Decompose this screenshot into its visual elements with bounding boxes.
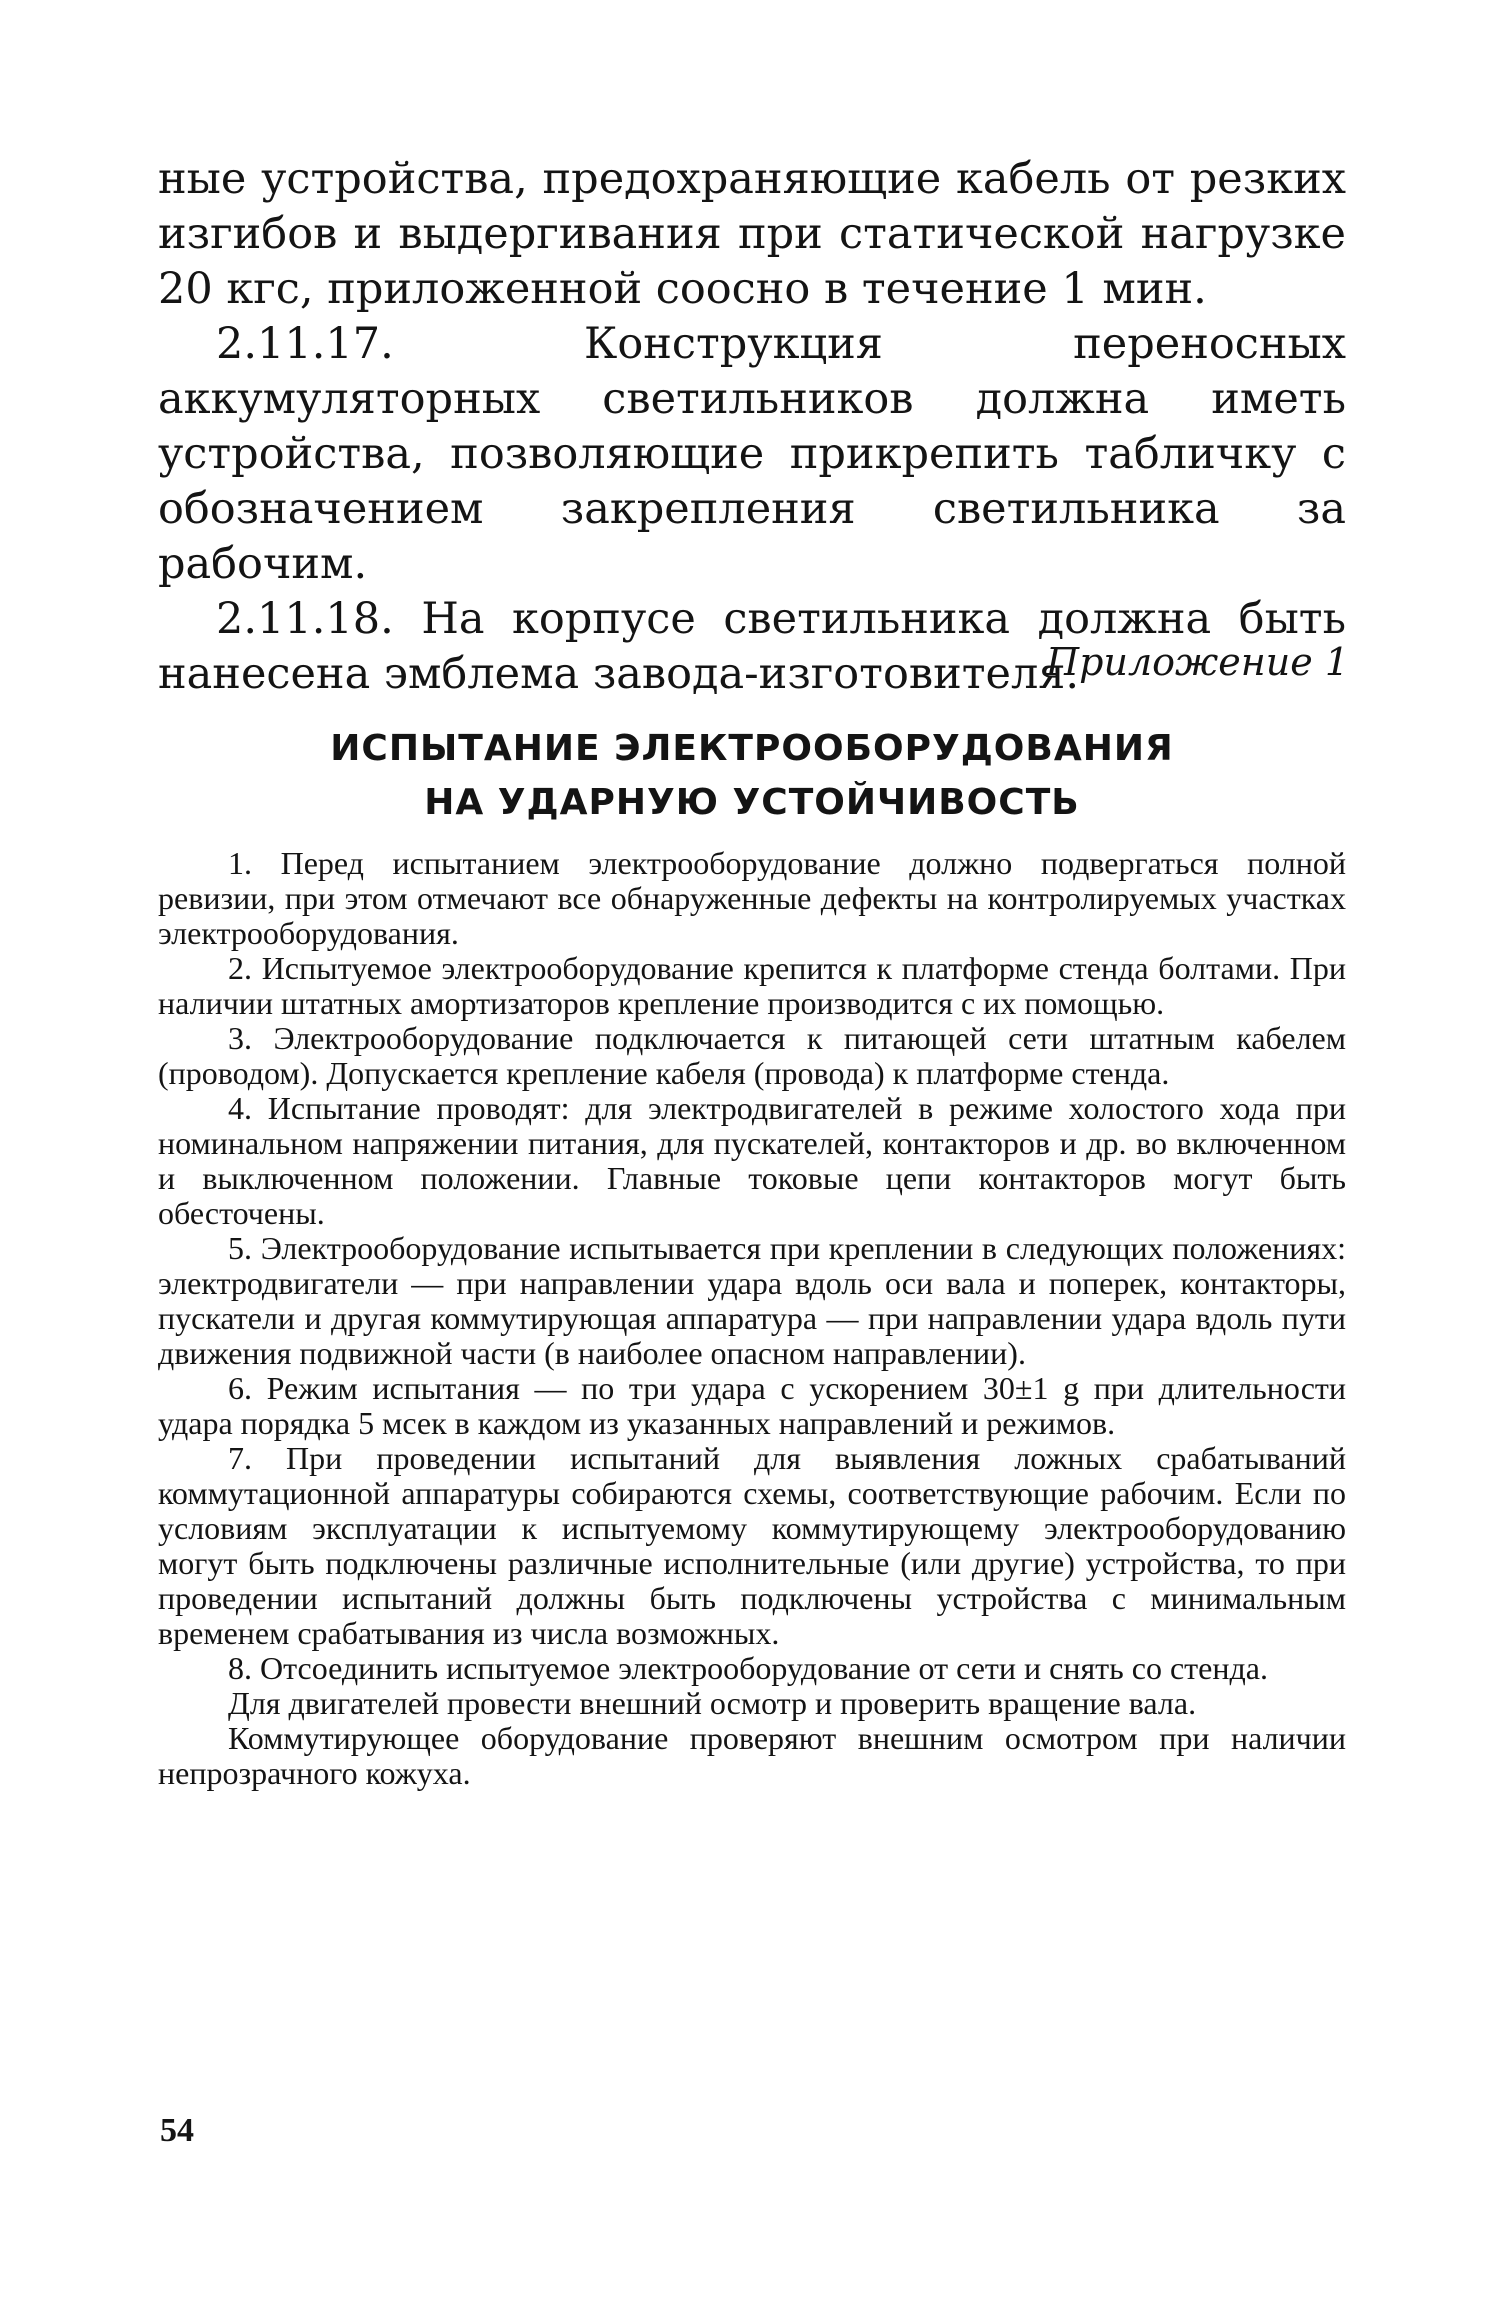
appendix-body: [158, 846, 1346, 1791]
body-paragraph: 4. Испытание проводят: для электродвигателей в режиме холостого хода при номинальном напряжении питания, для пускателей, контакторов и др. во включенном и выключенном положении. Главные токовые цепи контакторов могут быть обесточены.: [158, 1090, 1346, 1231]
section-title: [158, 722, 1346, 830]
paragraph-2-11-18: 2.11.18. На корпусе светильника должна быть нанесена эмблема завода-изготовителя.: [158, 594, 1346, 699]
title-line-1: ИСПЫТАНИЕ ЭЛЕКТРООБОРУДОВАНИЯ: [330, 728, 1174, 769]
appendix-label: Приложение 1: [1046, 640, 1349, 684]
paragraph-continuation: ные устройства, предохраняющие кабель от резких изгибов и выдергивания при статической нагрузке 20 кгс, приложенной соосно в течение 1 мин.: [158, 154, 1346, 314]
body-paragraph: 5. Электрооборудование испытывается при креплении в следующих положениях: электродвигатели — при направлении удара вдоль оси вала и поперек, контакторы, пускатели и другая коммутирующая аппаратура — при направлении удара вдоль пути движения подвижной части (в наиболее опасном направлении).: [158, 1230, 1346, 1371]
body-paragraph: 6. Режим испытания — по три удара с ускорением 30±1 g при длительности удара порядка 5 мсек в каждом из указанных направлений и режимов.: [158, 1370, 1346, 1441]
page-number: 54: [160, 2112, 194, 2149]
title-line-2: НА УДАРНУЮ УСТОЙЧИВОСТЬ: [424, 782, 1080, 823]
body-paragraph: Коммутирующее оборудование проверяют внешним осмотром при наличии непрозрачного кожуха.: [158, 1720, 1346, 1791]
body-paragraph: 7. При проведении испытаний для выявления ложных срабатываний коммутационной аппаратуры собираются схемы, соответствующие рабочим. Если по условиям эксплуатации к испытуемому коммутирующему электрооборудованию могут быть подключены различные исполнительные (или другие) устройства, то при проведении испытаний должны быть подключены устройства с минимальным временем срабатывания из числа возможных.: [158, 1440, 1346, 1651]
upper-section: [158, 152, 1346, 702]
body-paragraph: 2. Испытуемое электрооборудование крепится к платформе стенда болтами. При наличии штатных амортизаторов крепление производится с их помощью.: [158, 950, 1346, 1021]
body-paragraph: 3. Электрооборудование подключается к питающей сети штатным кабелем (проводом). Допускается крепление кабеля (провода) к платформе стенда.: [158, 1020, 1346, 1091]
body-paragraph: Для двигателей провести внешний осмотр и проверить вращение вала.: [228, 1685, 1197, 1721]
paragraph-2-11-17: 2.11.17. Конструкция переносных аккумуляторных светильников должна иметь устройства, позволяющие прикрепить табличку с обозначением закрепления светильника за рабочим.: [158, 319, 1346, 589]
body-paragraph: 8. Отсоединить испытуемое электрооборудование от сети и снять со стенда.: [228, 1650, 1268, 1686]
body-paragraph: 1. Перед испытанием электрооборудование должно подвергаться полной ревизии, при этом отмечают все обнаруженные дефекты на контролируемых участках электрооборудования.: [158, 845, 1346, 951]
